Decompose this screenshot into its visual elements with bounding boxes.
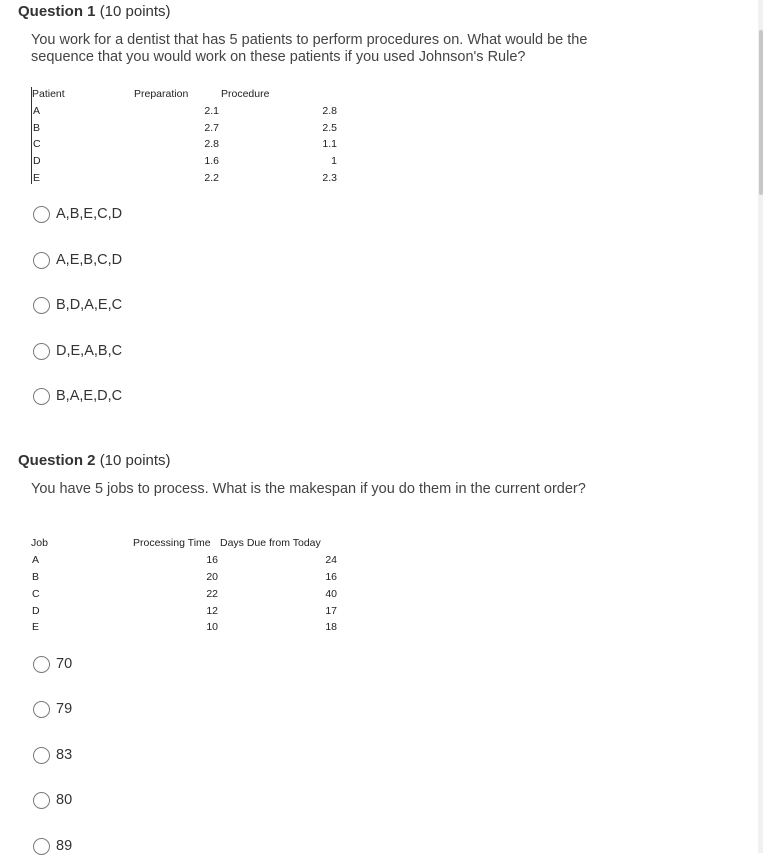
- table-cell: 2.5: [322, 122, 337, 134]
- option-label: 79: [56, 701, 73, 717]
- table-cell: 2.7: [204, 122, 219, 134]
- radio-button[interactable]: [33, 343, 50, 360]
- question-1-option[interactable]: [33, 385, 122, 407]
- question-2-points: (10 points): [99, 452, 171, 469]
- table-cell: 24: [325, 554, 337, 566]
- table-cell: B: [33, 122, 41, 134]
- question-2-title: [18, 452, 171, 469]
- table-header-patient: Patient: [32, 88, 65, 100]
- table-cell: 2.8: [204, 138, 219, 150]
- question-2-option[interactable]: [33, 698, 72, 720]
- table-cell: 18: [325, 621, 337, 633]
- question-2-option[interactable]: [33, 789, 72, 811]
- table-left-border: [31, 87, 32, 184]
- vertical-scrollbar[interactable]: [758, 0, 763, 853]
- radio-button[interactable]: [33, 206, 50, 223]
- table-cell: 12: [206, 605, 218, 617]
- question-1-text: You work for a dentist that has 5 patients to perform procedures on. What would be the sequence that you would work on these patients if you used Johnson's Rule?: [31, 32, 588, 65]
- table-cell: 2.2: [204, 172, 219, 184]
- table-cell: 22: [206, 588, 218, 600]
- table-cell: A: [32, 554, 40, 566]
- table-cell: 20: [206, 571, 218, 583]
- table-cell: 16: [325, 571, 337, 583]
- radio-button[interactable]: [33, 838, 50, 855]
- table-cell: B: [32, 571, 40, 583]
- question-1-option[interactable]: [33, 249, 122, 271]
- table-cell: 16: [206, 554, 218, 566]
- table-cell: E: [32, 621, 40, 633]
- radio-button[interactable]: [33, 792, 50, 809]
- question-1-title: [18, 3, 171, 20]
- radio-button[interactable]: [33, 701, 50, 718]
- option-label: 83: [56, 747, 73, 763]
- table-cell: A: [33, 105, 41, 117]
- table-cell: 17: [325, 605, 337, 617]
- radio-button[interactable]: [33, 252, 50, 269]
- option-label: 89: [56, 838, 73, 854]
- table-cell: 1: [331, 155, 337, 167]
- question-2-option[interactable]: [33, 653, 72, 675]
- table-cell: 40: [325, 588, 337, 600]
- radio-button[interactable]: [33, 747, 50, 764]
- table-header-days-due: Days Due from Today: [220, 537, 321, 549]
- question-2-option[interactable]: [33, 744, 72, 766]
- question-2-text: You have 5 jobs to process. What is the makespan if you do them in the current order?: [31, 481, 586, 497]
- table-cell: D: [32, 605, 40, 617]
- question-2-option[interactable]: [33, 835, 72, 857]
- table-cell: C: [32, 588, 40, 600]
- question-1-number: Question 1: [18, 3, 96, 20]
- table-cell: C: [33, 138, 41, 150]
- question-1-points: (10 points): [99, 3, 171, 20]
- question-1-option[interactable]: [33, 340, 122, 362]
- table-cell: 1.6: [204, 155, 219, 167]
- option-label: B,D,A,E,C: [56, 297, 123, 313]
- table-header-job: Job: [31, 537, 48, 549]
- question-1-option[interactable]: [33, 203, 122, 225]
- table-cell: 1.1: [322, 138, 337, 150]
- question-1-option[interactable]: [33, 294, 122, 316]
- radio-button[interactable]: [33, 388, 50, 405]
- table-cell: D: [33, 155, 41, 167]
- option-label: A,E,B,C,D: [56, 252, 123, 268]
- radio-button[interactable]: [33, 297, 50, 314]
- table-header-procedure: Procedure: [221, 88, 270, 100]
- table-header-preparation: Preparation: [134, 88, 189, 100]
- question-2-number: Question 2: [18, 452, 96, 469]
- option-label: 80: [56, 792, 73, 808]
- table-header-processing-time: Processing Time: [133, 537, 211, 549]
- table-cell: 2.8: [322, 105, 337, 117]
- option-label: A,B,E,C,D: [56, 206, 123, 222]
- option-label: B,A,E,D,C: [56, 388, 123, 404]
- option-label: D,E,A,B,C: [56, 343, 123, 359]
- radio-button[interactable]: [33, 656, 50, 673]
- option-label: 70: [56, 656, 73, 672]
- table-cell: E: [33, 172, 41, 184]
- table-cell: 10: [206, 621, 218, 633]
- table-cell: 2.3: [322, 172, 337, 184]
- scrollbar-thumb[interactable]: [759, 30, 763, 195]
- table-cell: 2.1: [204, 105, 219, 117]
